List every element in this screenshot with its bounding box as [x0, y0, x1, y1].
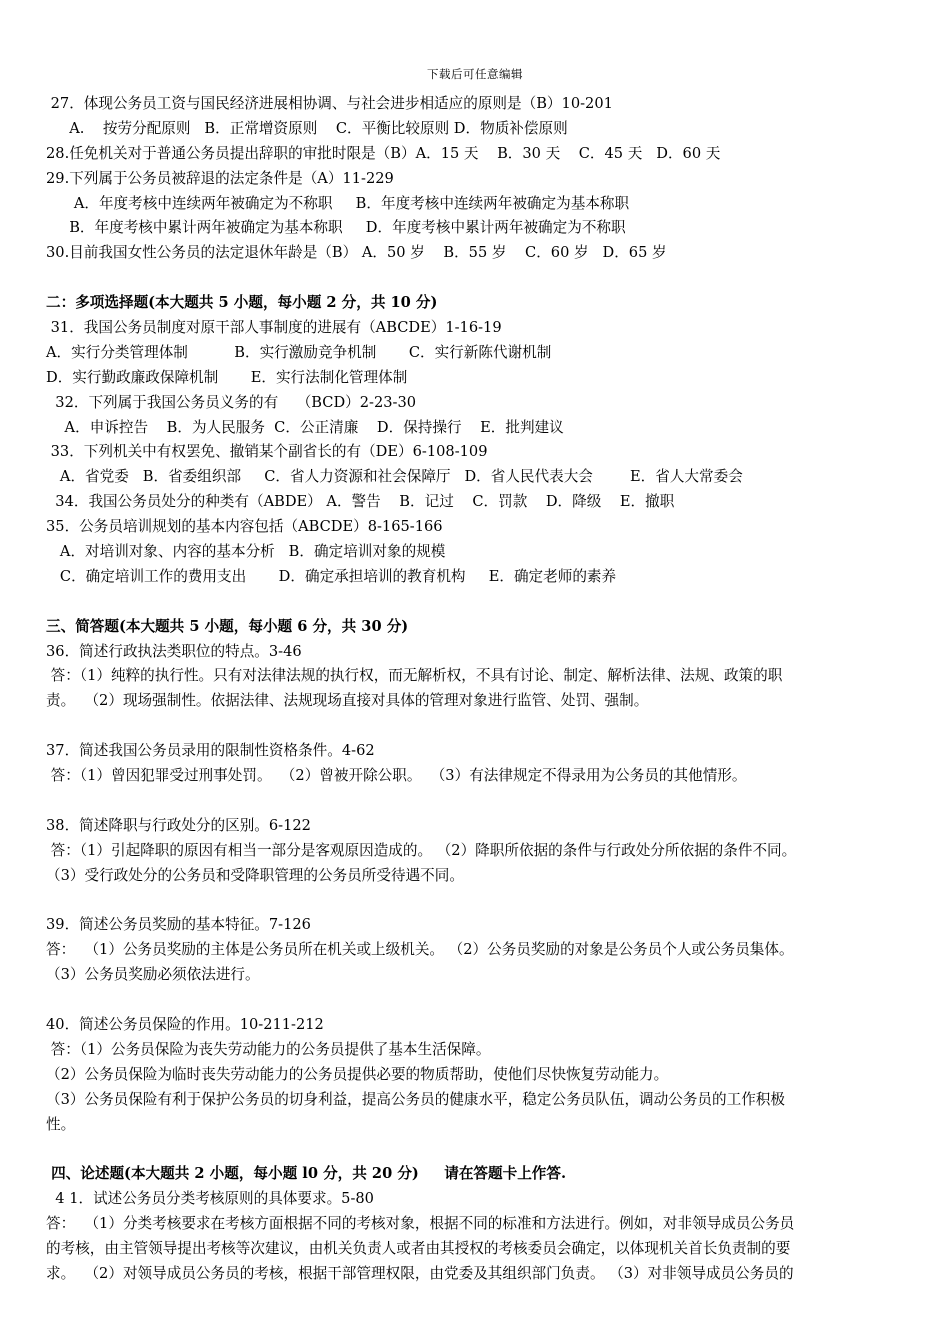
- blank-line: [46, 889, 912, 914]
- document-body: [46, 92, 912, 1287]
- text-line: 答：（1）引起降职的原因有相当一部分是客观原因造成的。 （2）降职所依据的条件与行政处分所依据的条件不同。: [46, 841, 797, 859]
- text-line: 30.目前我国女性公务员的法定退休年龄是（B） A．50 岁 B．55 岁 C．60 岁 D．65 岁: [46, 244, 667, 262]
- text-line: 性。: [46, 1115, 76, 1133]
- text-line: 答：（1）纯粹的执行性。只有对法律法规的执行权，而无解析权，不具有讨论、制定、解析法律、法规、政策的职: [46, 667, 783, 685]
- blank-line: [46, 590, 912, 615]
- blank-line: [46, 714, 912, 739]
- section-heading: 二：多项选择题(本大题共 5 小题，每小题 2 分，共 10 分): [46, 294, 438, 312]
- text-line: C．确定培训工作的费用支出 D．确定承担培训的教育机构 E．确定老师的素养: [46, 567, 617, 585]
- text-line: 34．我国公务员处分的种类有（ABDE） A．警告 B．记过 C．罚款 D．降级 E．撤职: [46, 493, 675, 511]
- page-header: 下载后可任意编辑: [427, 67, 523, 81]
- text-line: 32．下列属于我国公务员义务的有 （BCD）2-23-30: [46, 393, 417, 411]
- section-heading: 四、论述题(本大题共 2 小题，每小题 l0 分，共 20 分) 请在答题卡上作答.: [46, 1165, 567, 1183]
- text-line: 的考核，由主管领导提出考核等次建议，由机关负责人或者由其授权的考核委员会确定，以体现机关首长负责制的要: [46, 1239, 791, 1257]
- text-line: 37．简述我国公务员录用的限制性资格条件。4-62: [46, 742, 375, 760]
- text-line: A. 按劳分配原则 B．正常增资原则 C．平衡比较原则 D．物质补偿原则: [46, 119, 568, 137]
- text-line: A．实行分类管理体制 B．实行激励竞争机制 C．实行新陈代谢机制: [46, 343, 552, 361]
- section-heading: 三、简答题(本大题共 5 小题，每小题 6 分，共 30 分): [46, 617, 409, 635]
- blank-line: [46, 789, 912, 814]
- blank-line: [46, 988, 912, 1013]
- text-line: 责。 （2）现场强制性。依据法律、法规现场直接对具体的管理对象进行监管、处罚、强制。: [46, 692, 649, 710]
- text-line: （3）公务员保险有利于保护公务员的切身利益，提高公务员的健康水平，稳定公务员队伍，调动公务员的工作积极: [46, 1090, 785, 1108]
- text-line: 40．简述公务员保险的作用。10-211-212: [46, 1015, 324, 1033]
- text-line: B．年度考核中累计两年被确定为基本称职 D．年度考核中累计两年被确定为不称职: [46, 219, 626, 237]
- text-line: A．申诉控告 B．为人民服务 C．公正清廉 D．保持操行 E．批判建议: [46, 418, 564, 436]
- blank-line: [46, 266, 912, 291]
- text-line: 答： （1）公务员奖励的主体是公务员所在机关或上级机关。 （2）公务员奖励的对象是公务员个人或公务员集体。: [46, 941, 794, 959]
- text-line: 35．公务员培训规划的基本内容包括（ABCDE）8-165-166: [46, 518, 443, 536]
- blank-line: [46, 1137, 912, 1162]
- text-line: 求。 （2）对领导成员公务员的考核，根据干部管理权限，由党委及其组织部门负责。 （3）对非领导成员公务员的: [46, 1264, 794, 1282]
- text-line: 4 1．试述公务员分类考核原则的具体要求。5-80: [46, 1190, 374, 1208]
- text-line: 29.下列属于公务员被辞退的法定条件是（A）11-229: [46, 169, 394, 187]
- text-line: 39．简述公务员奖励的基本特征。7-126: [46, 916, 311, 934]
- text-line: （2）公务员保险为临时丧失劳动能力的公务员提供必要的物质帮助，使他们尽快恢复劳动能力。: [46, 1065, 669, 1083]
- text-line: （3）受行政处分的公务员和受降职管理的公务员所受待遇不同。: [46, 866, 464, 884]
- text-line: （3）公务员奖励必须依法进行。: [46, 966, 260, 984]
- text-line: 31．我国公务员制度对原干部人事制度的进展有（ABCDE）1-16-19: [46, 319, 502, 337]
- text-line: 答：（1）公务员保险为丧失劳动能力的公务员提供了基本生活保障。: [46, 1040, 491, 1058]
- text-line: 28.任免机关对于普通公务员提出辞职的审批时限是（B）A．15 天 B．30 天 C．45 天 D．60 天: [46, 144, 721, 162]
- text-line: A．对培训对象、内容的基本分析 B．确定培训对象的规模: [46, 543, 446, 561]
- text-line: 答： （1）分类考核要求在考核方面根据不同的考核对象，根据不同的标准和方法进行。例如，对非领导成员公务员: [46, 1215, 795, 1233]
- text-line: 33．下列机关中有权罢免、撤销某个副省长的有（DE）6-108-109: [46, 443, 488, 461]
- text-line: 27．体现公务员工资与国民经济进展相协调、与社会进步相适应的原则是（B）10-201: [46, 95, 613, 112]
- text-line: 36．简述行政执法类职位的特点。3-46: [46, 642, 302, 660]
- text-line: A．年度考核中连续两年被确定为不称职 B．年度考核中连续两年被确定为基本称职: [46, 194, 630, 212]
- text-line: A．省党委 B．省委组织部 C．省人力资源和社会保障厅 D．省人民代表大会 E．省人大常委会: [46, 468, 743, 486]
- text-line: D．实行勤政廉政保障机制 E．实行法制化管理体制: [46, 368, 408, 386]
- text-line: 38．简述降职与行政处分的区别。6-122: [46, 816, 311, 834]
- text-line: 答：（1）曾因犯罪受过刑事处罚。 （2）曾被开除公职。 （3）有法律规定不得录用为公务员的其他情形。: [46, 767, 747, 785]
